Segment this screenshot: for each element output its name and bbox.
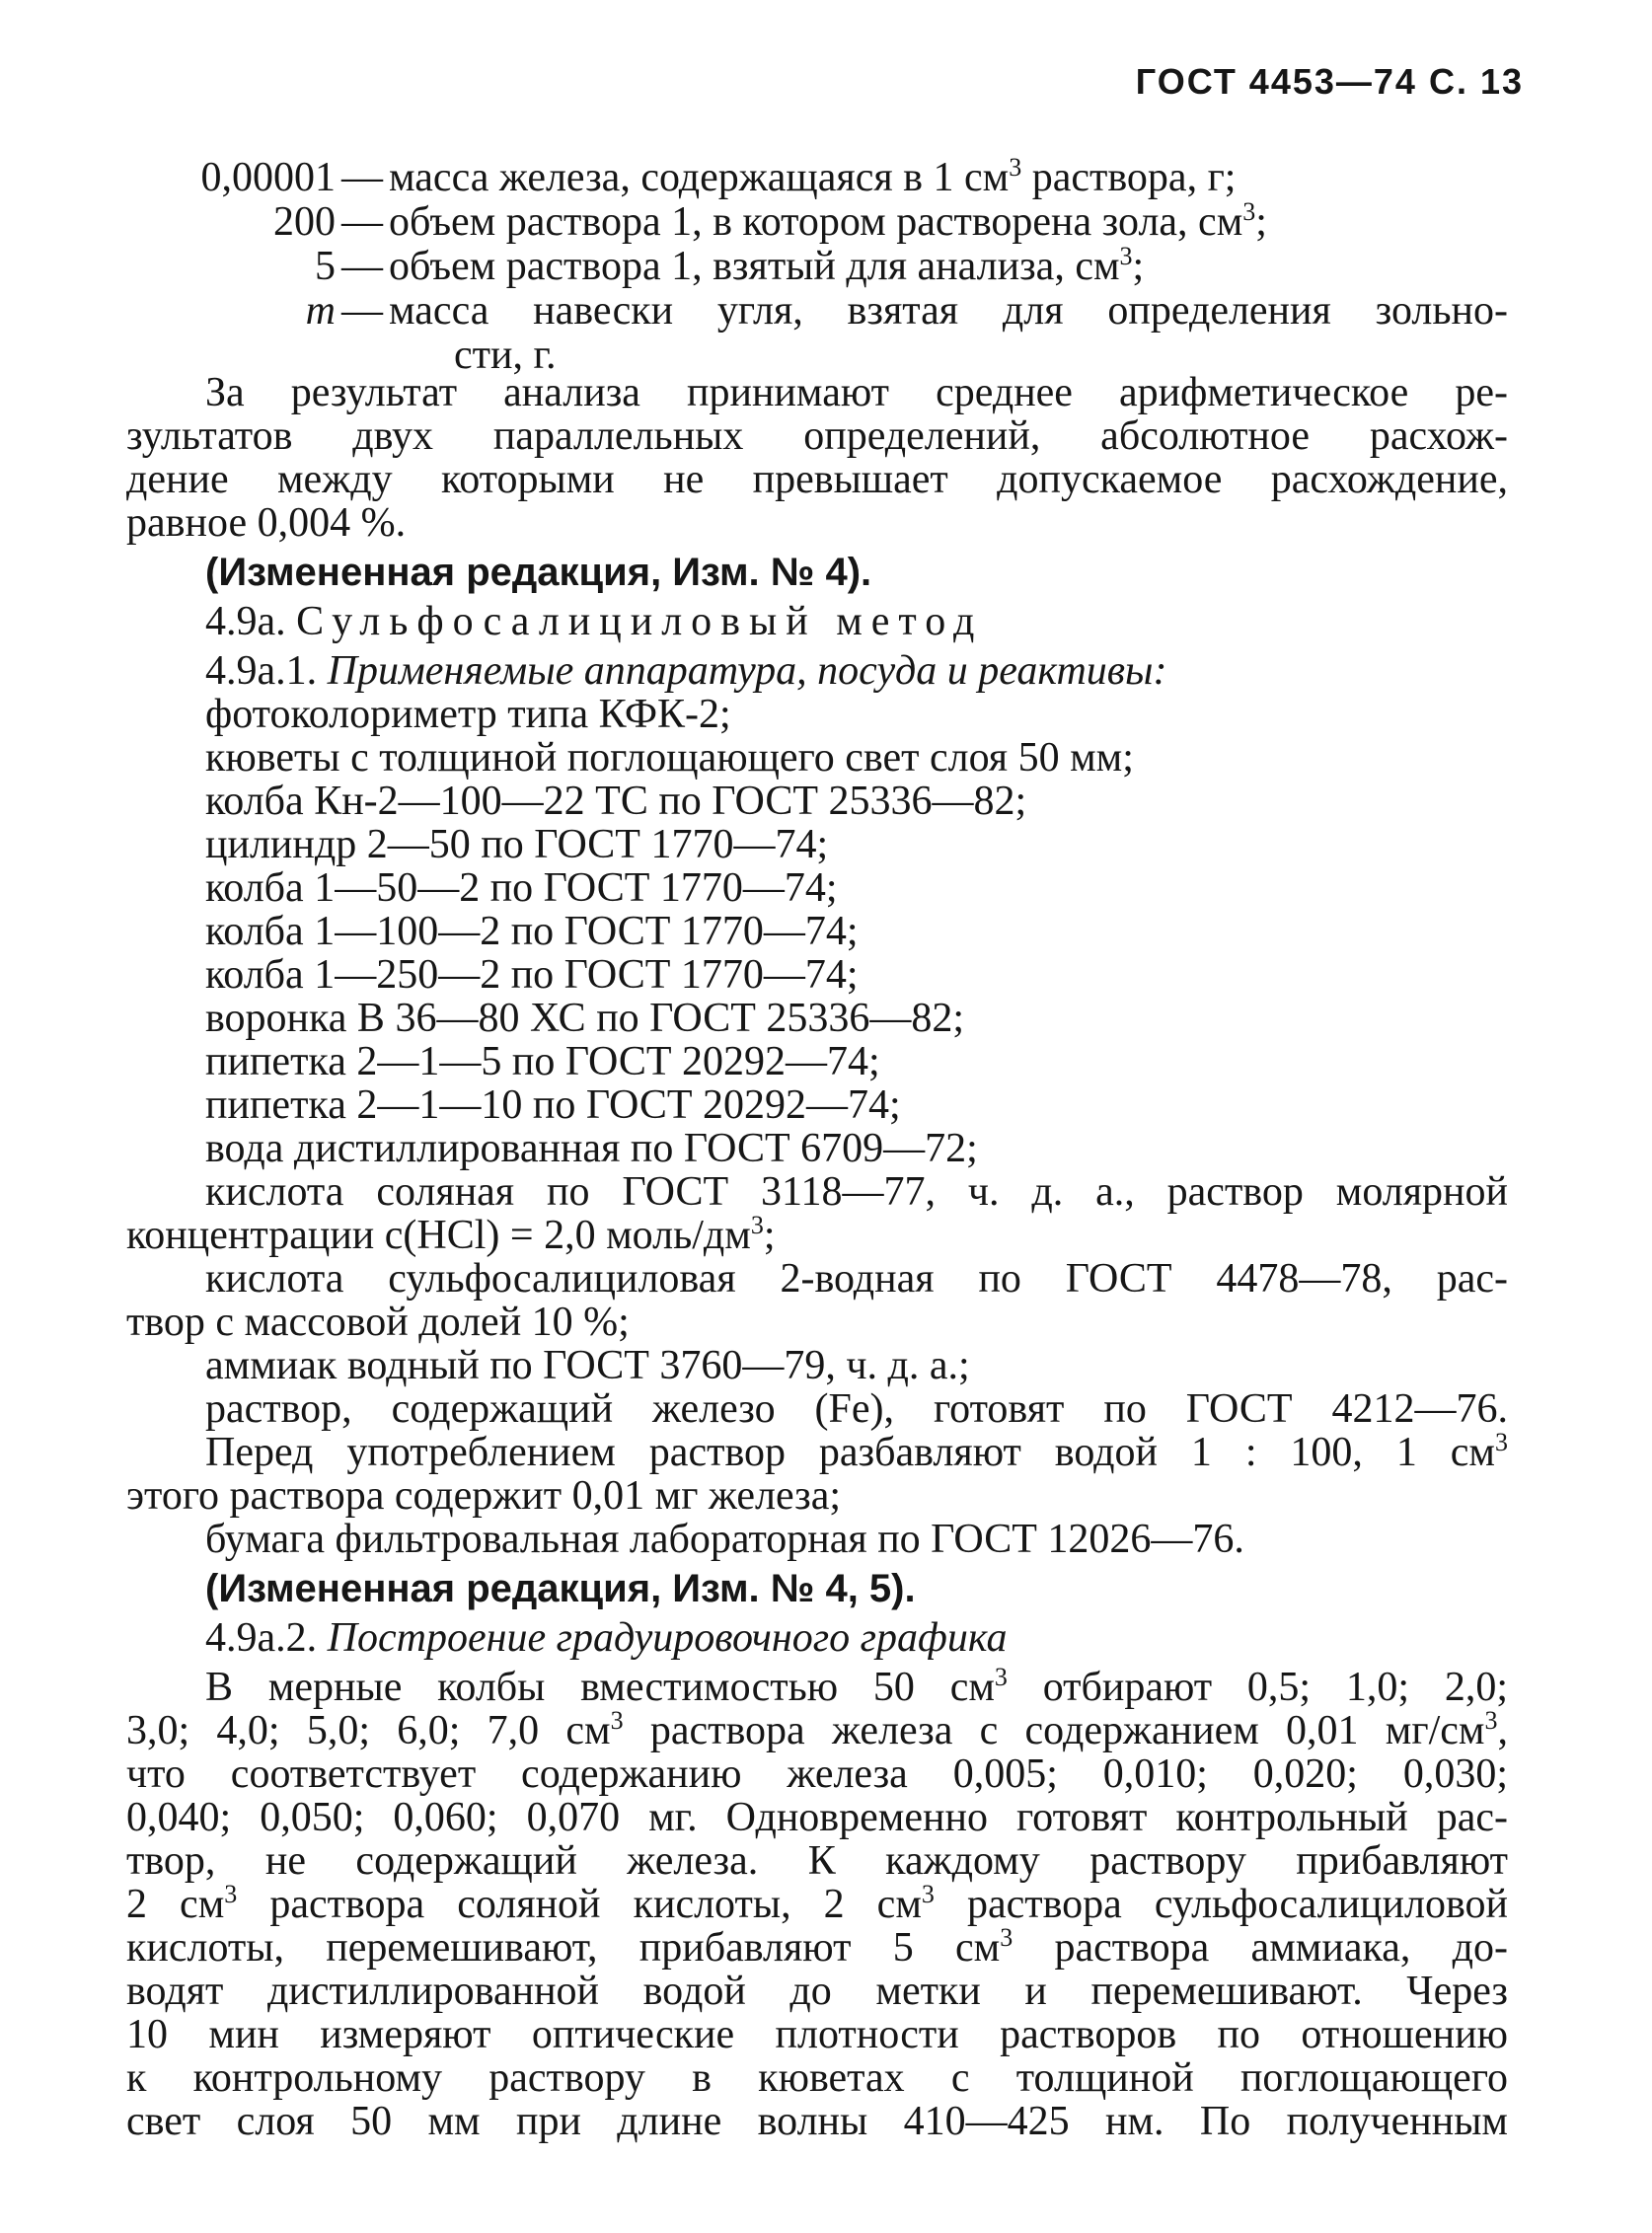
section-heading: [126, 600, 1508, 643]
paragraph-line: свет слоя 50 мм при длине волны 410—425 нм. По полученным: [126, 2100, 1508, 2143]
equipment-item: кюветы с толщиной поглощающего свет слоя 50 мм;: [205, 735, 1134, 781]
subsection-title: Построение градуировочного графика: [327, 1615, 1008, 1661]
paragraph-line: За результат анализа принимают среднее арифметическое ре-: [205, 371, 1508, 414]
equipment-item: кислота сульфосалициловая 2-водная по ГОСТ 4478—78, рас-: [205, 1257, 1508, 1301]
equipment-item: пипетка 2—1—5 по ГОСТ 20292—74;: [205, 1039, 880, 1084]
equipment-item: фотоколориметр типа КФК-2;: [205, 692, 731, 737]
legend-definition: объем раствора 1, в котором растворена зола, $см^3$;: [389, 197, 1267, 245]
amendment-note: (Измененная редакция, Изм. № 4, 5).: [205, 1567, 916, 1610]
paragraph-line: 0,040; 0,050; 0,060; 0,070 мг. Одновременно готовят контрольный рас-: [126, 1796, 1508, 1839]
equipment-item-continuation: твор с массовой долей 10 %;: [126, 1300, 630, 1345]
equipment-item: вода дистиллированная по ГОСТ 6709—72;: [205, 1126, 978, 1171]
equipment-item: пипетка 2—1—10 по ГОСТ 20292—74;: [205, 1082, 901, 1128]
document-body: [126, 371, 1508, 2143]
legend-item: [126, 289, 1508, 334]
equipment-item: бумага фильтровальная лабораторная по ГОСТ 12026—76.: [205, 1517, 1244, 1562]
legend-item: [126, 242, 1508, 289]
formula-legend: [126, 153, 1508, 378]
legend-term: 0,00001: [200, 155, 336, 200]
subsection-title: Применяемые аппаратура, посуда и реактивы:: [327, 648, 1167, 694]
legend-item: [126, 153, 1508, 200]
page-header: ГОСТ 4453—74 С. 13: [1135, 61, 1524, 102]
equipment-item: цилиндр 2—50 по ГОСТ 1770—74;: [205, 822, 829, 867]
subsection-number: 4.9а.2.: [205, 1615, 318, 1661]
equipment-item: колба Кн-2—100—22 ТС по ГОСТ 25336—82;: [205, 779, 1027, 824]
paragraph-line: 2 $см^3$ раствора соляной кислоты, 2 $см^3$ раствора сульфосалициловой: [126, 1883, 1508, 1926]
equipment-item-continuation: этого раствора содержит 0,01 мг железа;: [126, 1473, 842, 1519]
equipment-item: раствор, содержащий железо (Fe), готовят по ГОСТ 4212—76.: [205, 1387, 1508, 1431]
legend-term: 5: [315, 244, 336, 289]
equipment-item: аммиак водный по ГОСТ 3760—79, ч. д. а.;: [205, 1343, 970, 1388]
equipment-item-continuation: концентрации c(HCl) = 2,0 моль/$дм^3$;: [126, 1211, 776, 1258]
legend-dash: —: [341, 288, 383, 334]
amendment-note: (Измененная редакция, Изм. № 4).: [205, 551, 872, 594]
paragraph-line: к контрольному раствору в кюветах с толщиной поглощающего: [126, 2056, 1508, 2100]
legend-dash: —: [341, 155, 383, 200]
subsection-heading: [126, 649, 1508, 693]
legend-definition: масса навески угля, взятая для определения зольно-: [389, 288, 1508, 334]
legend-dash: —: [341, 199, 383, 245]
legend-item: [126, 197, 1508, 245]
equipment-item-continuation: Перед употреблением раствор разбавляют водой 1 : 100, 1 $см^3$: [205, 1431, 1508, 1474]
paragraph-line: что соответствует содержанию железа 0,005; 0,010; 0,020; 0,030;: [126, 1752, 1508, 1796]
legend-definition: объем раствора 1, взятый для анализа, $см^3$;: [389, 242, 1145, 289]
paragraph-line: твор, не содержащий железа. К каждому раствору прибавляют: [126, 1839, 1508, 1883]
paragraph-line: водят дистиллированной водой до метки и перемешивают. Через: [126, 1970, 1508, 2013]
paragraph-line: дение между которыми не превышает допускаемое расхождение,: [126, 458, 1508, 501]
legend-term: 200: [273, 199, 336, 245]
legend-definition: масса железа, содержащаяся в 1 $см^3$ раствора, г;: [389, 153, 1237, 200]
equipment-item: кислота соляная по ГОСТ 3118—77, ч. д. а., раствор молярной: [205, 1170, 1508, 1214]
paragraph-line: равное 0,004 %.: [126, 500, 407, 546]
legend-term: m: [305, 288, 336, 334]
equipment-item: колба 1—250—2 по ГОСТ 1770—74;: [205, 952, 859, 998]
equipment-item: колба 1—50—2 по ГОСТ 1770—74;: [205, 865, 838, 911]
paragraph-line: 10 мин измеряют оптические плотности растворов по отношению: [126, 2013, 1508, 2056]
subsection-heading: [126, 1616, 1508, 1660]
paragraph-line: В мерные колбы вместимостью 50 $см^3$ отбирают 0,5; 1,0; 2,0;: [205, 1666, 1508, 1709]
legend-continuation: сти, г.: [454, 333, 557, 378]
section-title: Сульфосалициловый метод: [296, 599, 984, 644]
equipment-item: колба 1—100—2 по ГОСТ 1770—74;: [205, 909, 859, 954]
paragraph-line: зультатов двух параллельных определений, абсолютное расхож-: [126, 414, 1508, 458]
paragraph-line: 3,0; 4,0; 5,0; 6,0; 7,0 $см^3$ раствора железа с содержанием 0,01 $мг/см^3$,: [126, 1709, 1508, 1752]
subsection-number: 4.9а.1.: [205, 648, 318, 694]
equipment-item: воронка В 36—80 ХС по ГОСТ 25336—82;: [205, 996, 965, 1041]
legend-dash: —: [341, 244, 383, 289]
section-number: 4.9а.: [205, 599, 286, 644]
paragraph-line: кислоты, перемешивают, прибавляют 5 $см^3$ раствора аммиака, до-: [126, 1926, 1508, 1970]
